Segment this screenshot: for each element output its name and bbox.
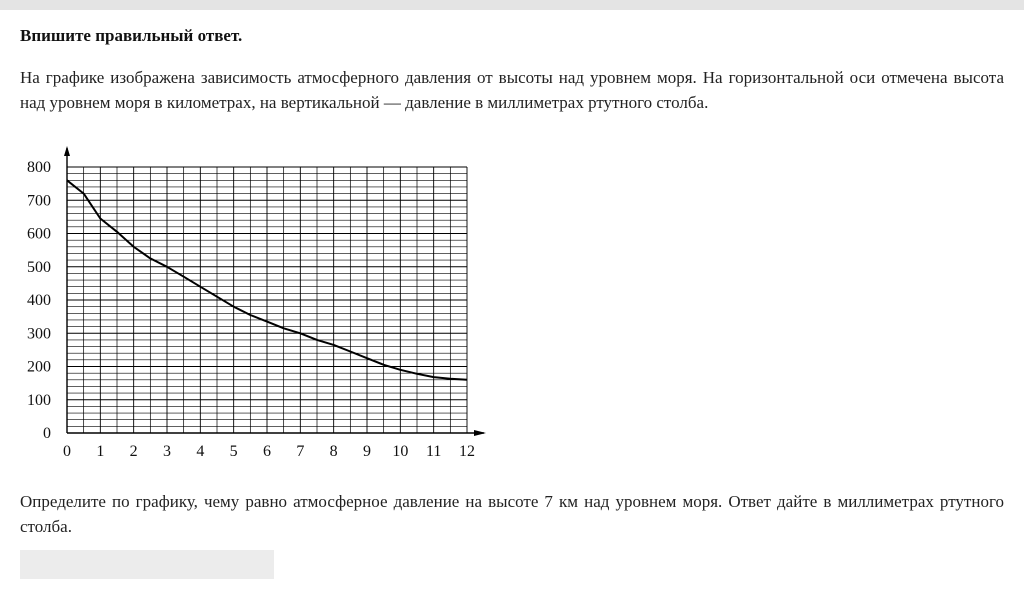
x-tick-label: 1 [96, 443, 105, 460]
x-tick-label: 4 [196, 443, 205, 460]
x-tick-label: 5 [229, 443, 238, 460]
y-tick-label: 200 [27, 358, 51, 376]
x-tick-label: 0 [63, 443, 71, 460]
y-axis-arrow [64, 146, 70, 156]
y-tick-label: 0 [43, 425, 51, 442]
x-tick-label: 11 [425, 443, 442, 460]
x-tick-label: 6 [263, 443, 271, 460]
y-tick-label: 400 [27, 292, 51, 309]
y-tick-label: 700 [27, 192, 51, 210]
x-tick-label: 9 [363, 443, 371, 460]
y-tick-label: 600 [27, 225, 51, 243]
y-tick-label: 300 [27, 325, 51, 343]
pressure-chart [0, 140, 520, 470]
x-tick-label: 10 [392, 443, 409, 460]
y-tick-label: 100 [27, 391, 51, 409]
x-tick-label: 8 [329, 443, 338, 460]
task-instruction: Впишите правильный ответ. [20, 26, 243, 45]
task-question: Определите по графику, чему равно атмосферное давление на высоте 7 км над уровнем моря. Ответ дайте в миллиметрах ртутного столба. [20, 492, 1004, 536]
answer-input[interactable] [20, 550, 274, 579]
x-axis-arrow [474, 430, 486, 436]
x-tick-label: 2 [129, 443, 138, 460]
x-tick-label: 12 [459, 443, 475, 460]
top-bar [0, 0, 1024, 10]
chart-grid [67, 167, 467, 433]
y-tick-label: 500 [27, 258, 51, 276]
x-tick-label: 3 [163, 443, 171, 460]
task-intro: На графике изображена зависимость атмосферного давления от высоты над уровнем моря. На горизонтальной оси отмечена высота над уровнем моря в километрах, на вертикальной — давление в миллиметрах ртутного столба. [20, 68, 1004, 112]
x-tick-label: 7 [296, 443, 305, 460]
y-tick-label: 800 [27, 159, 51, 176]
